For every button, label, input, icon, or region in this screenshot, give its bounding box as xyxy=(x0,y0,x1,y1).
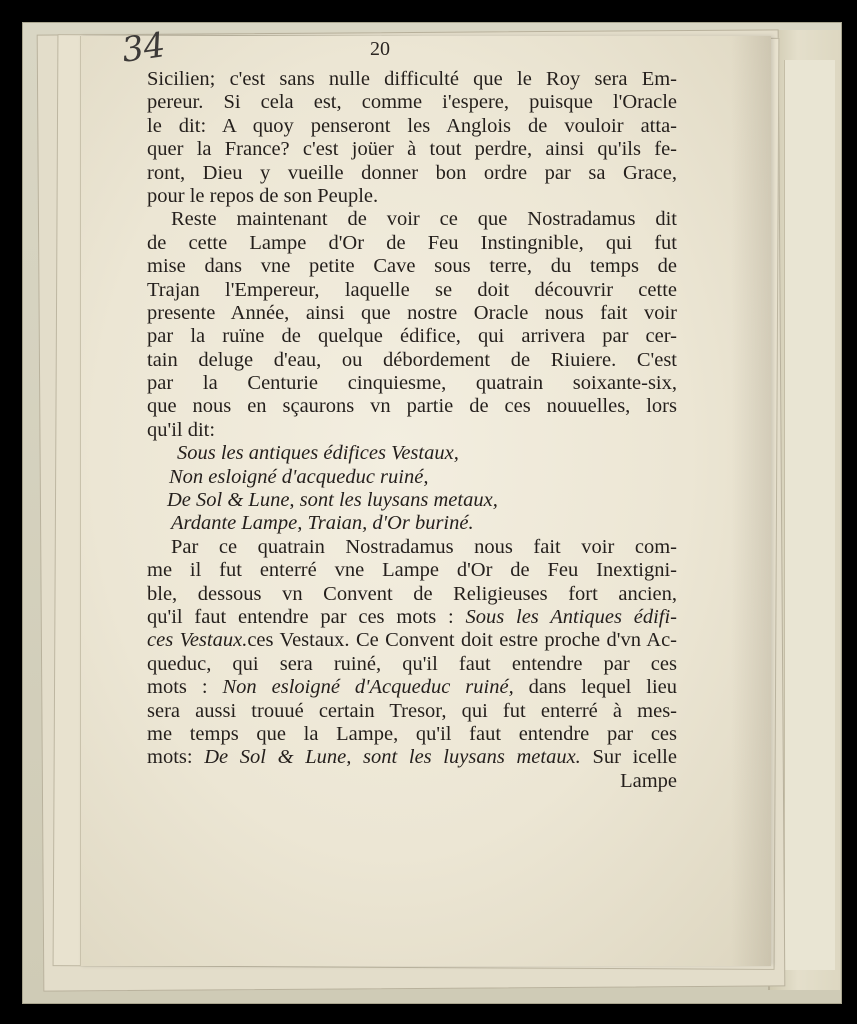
catchword: Lampe xyxy=(620,769,677,792)
text-line: sera aussi trouué certain Tresor, qui fut enterré à mes- xyxy=(147,699,677,722)
page-gutter-shadow xyxy=(731,36,771,966)
text-segment: mots : xyxy=(147,676,223,699)
page-number: 20 xyxy=(370,38,390,60)
text-segment: ces Vestaux. Ce Convent doit estre proche d'vn Ac- xyxy=(247,629,678,652)
italic-quote: Non esloigné d'Acqueduc ruiné, xyxy=(222,676,514,699)
paragraph-2 xyxy=(147,208,677,442)
paragraph-3 xyxy=(147,536,677,770)
text-segment: Sur icelle xyxy=(580,746,677,769)
page-text xyxy=(147,68,677,793)
text-line: presente Année, ainsi que nostre Oracle nous fait voir xyxy=(147,301,677,324)
text-line: qu'il dit: xyxy=(147,418,216,441)
text-line: par la Centurie cinquiesme, quatrain soixante-six, xyxy=(147,372,677,395)
text-line: me temps que la Lampe, qu'il faut entendre par ces xyxy=(147,722,677,745)
text-line: Trajan l'Empereur, laquelle se doit découvrir cette xyxy=(147,278,677,301)
text-line: me il fut enterré vne Lampe d'Or de Feu Inextigni- xyxy=(147,559,677,582)
quatrain-verse: De Sol & Lune, sont les luysans metaux, xyxy=(167,489,498,512)
text-line: le dit: A quoy penseront les Anglois de vouloir atta- xyxy=(147,114,677,137)
text-segment: dans lequel lieu xyxy=(513,676,677,699)
italic-quote: De Sol & Lune, sont les luysans metaux. xyxy=(204,746,581,769)
italic-quote: Sous les Antiques édifi- xyxy=(465,605,677,628)
italic-quote: ces Vestaux. xyxy=(147,629,248,652)
text-line: tain deluge d'eau, ou débordement de Riuiere. C'est xyxy=(147,348,677,371)
text-line: Par ce quatrain Nostradamus nous fait voir com- xyxy=(171,535,677,558)
text-line: de cette Lampe d'Or de Feu Instingnible, qui fut xyxy=(147,231,677,254)
handwritten-marginalia: 34 xyxy=(119,25,168,71)
text-line: pereur. Si cela est, comme i'espere, puisque l'Oracle xyxy=(147,91,677,114)
text-line: par la ruïne de quelque édifice, qui arrivera par cer- xyxy=(147,325,677,348)
text-line: Reste maintenant de voir ce que Nostradamus dit xyxy=(171,208,677,231)
text-line: queduc, qui sera ruiné, qu'il faut entendre par ces xyxy=(147,652,677,675)
text-line xyxy=(147,676,677,699)
text-line: ble, dessous vn Convent de Religieuses fort ancien, xyxy=(147,582,677,605)
quatrain-verse: Non esloigné d'acqueduc ruiné, xyxy=(169,465,429,488)
text-line: pour le repos de son Peuple. xyxy=(147,184,379,207)
quatrain xyxy=(147,442,677,536)
facing-page-inner xyxy=(784,60,835,970)
quatrain-verse: Ardante Lampe, Traian, d'Or buriné. xyxy=(171,512,474,535)
text-line: mise dans vne petite Cave sous terre, du temps de xyxy=(147,255,677,278)
text-line xyxy=(147,606,677,629)
text-segment: mots: xyxy=(147,746,205,769)
text-line xyxy=(147,629,677,652)
paragraph-1 xyxy=(147,68,677,208)
text-line: que nous en sçaurons vn partie de ces nouuelles, lors xyxy=(147,395,677,418)
text-segment: qu'il faut entendre par ces mots : xyxy=(147,605,466,628)
text-line: Sicilien; c'est sans nulle difficulté que le Roy sera Em- xyxy=(147,68,677,90)
text-line: ront, Dieu y vueille donner bon ordre par sa Grace, xyxy=(147,161,677,184)
quatrain-verse: Sous les antiques édifices Vestaux, xyxy=(177,442,459,465)
text-line: quer la France? c'est joüer à tout perdre, ainsi qu'ils fe- xyxy=(147,138,677,161)
text-line xyxy=(147,746,677,769)
